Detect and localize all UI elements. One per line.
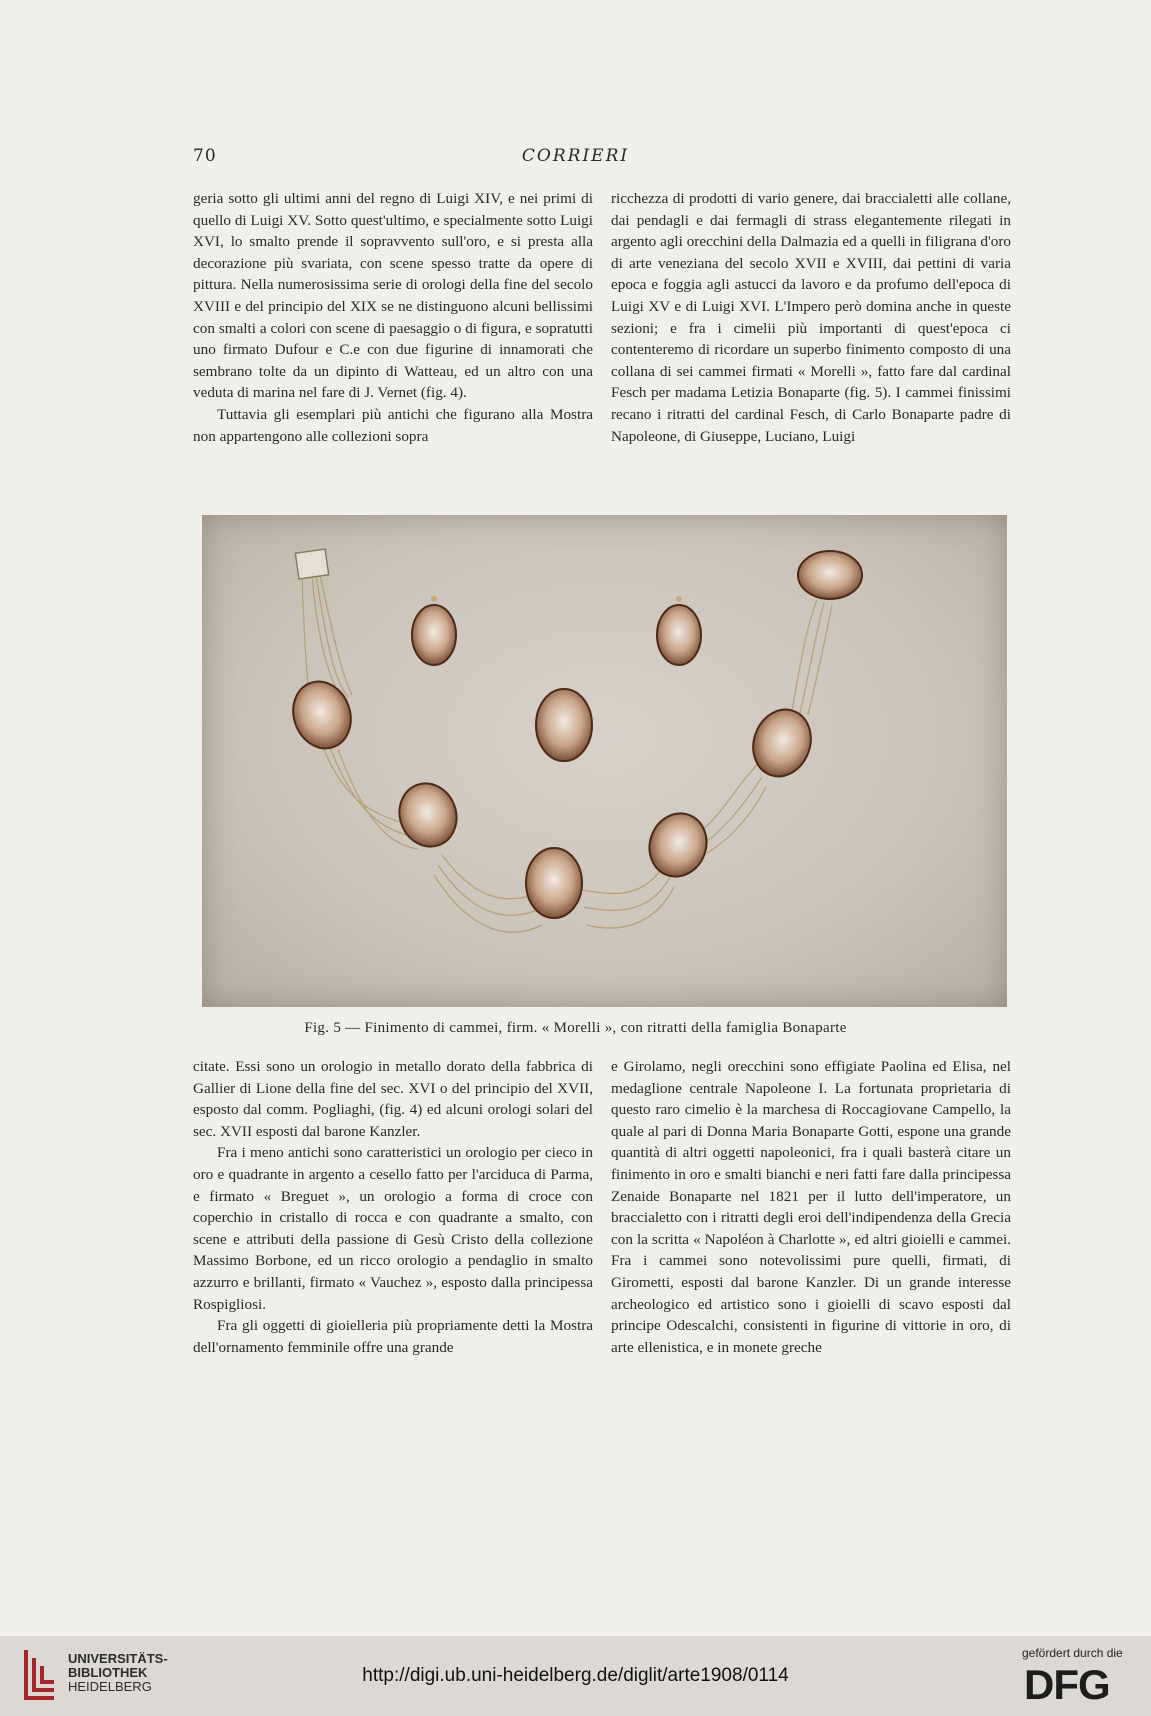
paragraph: geria sotto gli ultimi anni del regno di Luigi XIV, e nei primi di quello di Luigi XV. Sotto quest'ultimo, e specialmente sotto Luigi XVI, lo smalto prende il sopravvento sull'oro, e si presta alla decorazione più svariata, con scene spesso tratte da opere di pittura. Nella numerosissima serie di orologi della fine del secolo XVIII e del principio del XIX se ne distinguono alcuni bellissimi con smalti a colori con scene di paesaggio o di figura, e sopratutti uno firmato Dufour e C.e con due figurine di innamorati che sembrano tolte da un dipinto di Watteau, ed un altro con una veduta di marina nel fare di J. Vernet (fig. 4). [193,190,593,402]
paragraph: e Girolamo, negli orecchini sono effigiate Paolina ed Elisa, nel medaglione centrale Napoleone I. La fortunata proprietaria di questo raro cimelio è la marchesa di Roccagiovane Campello, la quale al pari di Donna Maria Bonaparte Gotti, espone una grande quantità di altri oggetti napoleonici, fra i quali basterà citare un finimento in oro e smalti bianchi e neri fatti fare dalla principessa Zenaide Bonaparte nel 1821 per il lutto dell'imperatore, un braccialetto con i ritratti degli eroi dell'indipendenza della Grecia con la scritta « Napoléon à Charlotte », ed altri gioielli e cammei. Fra i cammei sono notevolissimi pure quelli, firmati, di Girometti, esposti dal barone Kanzler. Di un grande interesse archeologico ed artistico sono i gioielli di scavo esposti dal principe Odescalchi, consistenti in figurine di vittorie in oro, di arte ellenistica, e in monete greche [611,1058,1011,1356]
paragraph: Tuttavia gli esemplari più antichi che figurano alla Mostra non appartengono alle collezioni sopra [193,405,593,445]
text-column-bottom-right [611,1056,1011,1358]
figure-caption: Fig. 5 — Finimento di cammei, firm. « Morelli », con ritratti della famiglia Bonaparte [304,1020,847,1036]
cameo-necklace-illustration [202,515,1007,1007]
paragraph: citate. Essi sono un orologio in metallo dorato della fabbrica di Gallier di Lione della fine del sec. XVI o del principio del XVII, esposto dal comm. Pogliaghi, (fig. 4) ed alcuni orologi solari del sec. XVII esposti dal barone Kanzler. [193,1058,593,1140]
dfg-logo[interactable]: DFG [1024,1661,1110,1708]
library-name[interactable]: UNIVERSITÄTS- BIBLIOTHEK HEIDELBERG [68,1651,168,1694]
paragraph: ricchezza di prodotti di vario genere, dai braccialetti alle collane, dai pendagli e dai fermagli di strass elegantemente rilegati in argento agli orecchini della Dalmazia ed a quelli in filigrana d'oro di arte veneziana del secolo XVII e XVIII, dai pettini di varia epoca e foggia agli astucci da lavoro e da profumo dell'epoca di Luigi XV e di Luigi XVI. L'Impero però domina anche in queste sezioni; e fra i cimelii più importanti di quest'epoca ci contenteremo di ricordare un superbo finimento composto di una collana di sei cammei firmati « Morelli », fatto fare dal cardinal Fesch per madama Letizia Bonaparte (fig. 5). I cammei finissimi recano i ritratti del cardinal Fesch, di Carlo Bonaparte padre di Napoleone, di Giuseppe, Luciano, Luigi [611,190,1011,445]
funding-label: gefördert durch die [1022,1646,1123,1660]
running-title: CORRIERI [521,146,630,166]
permalink-url[interactable]: http://digi.ub.uni-heidelberg.de/diglit/arte1908/0114 [362,1665,789,1686]
paragraph: Fra gli oggetti di gioielleria più propriamente detti la Mostra dell'ornamento femminile offre una grande [193,1317,593,1356]
text-column-top-left [193,188,593,447]
cameo-necklace-photograph [202,515,1007,1007]
page-number: 70 [193,146,217,166]
text-column-bottom-left [193,1056,593,1358]
paragraph: Fra i meno antichi sono caratteristici un orologio per cieco in oro e quadrante in argento a cesello fatto per l'arciduca di Parma, e firmato « Breguet », un orologio a forma di croce con coperchio in cristallo di rocca e con quadrante a smalto, con scene e attributi della passione di Gesù Cristo della collezione Massimo Borbone, ed un ricco orologio a pendaglio in smalto azzurro e brillanti, firmato « Vauchez », esposto dalla principessa Rospigliosi. [193,1144,593,1313]
text-column-top-right [611,188,1011,447]
